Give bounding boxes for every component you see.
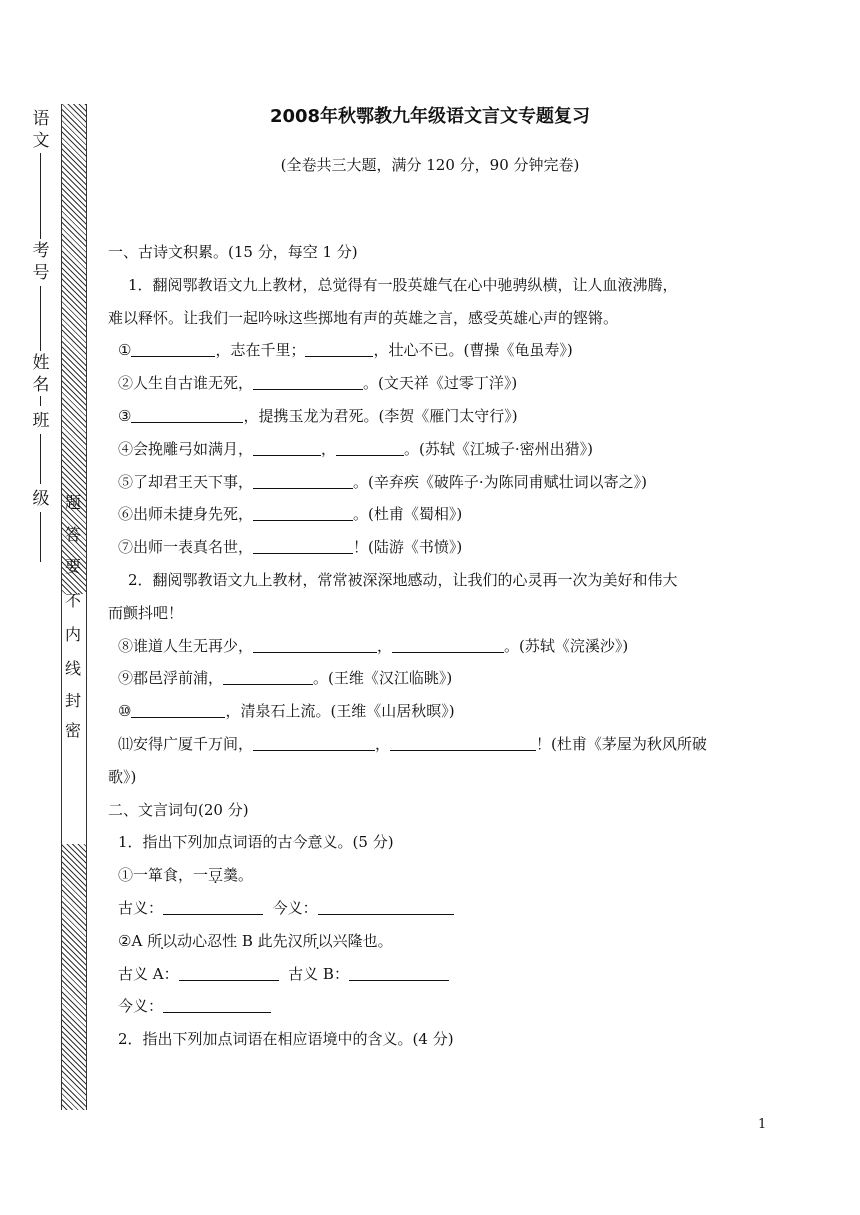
s2-ex1: ①一箪食，一豆羹。 [118, 866, 254, 885]
q2-intro: 2．翻阅鄂教语文九上教材，常常被深深地感动，让我们的心灵再一次为美好和伟大 [128, 570, 678, 589]
answer-blank[interactable] [253, 537, 353, 554]
answer-blank[interactable] [253, 439, 321, 456]
exam-no-label: 考号 [32, 241, 50, 283]
item-8: ⑧谁道人生无再少， ， 。(苏轼《浣溪沙》) [118, 636, 629, 655]
item-3: ③ ，提携玉龙为君死。(李贺《雁门太守行》) [118, 406, 518, 425]
exam-no-line [40, 286, 41, 351]
q2-intro-cont: 而颤抖吧！ [108, 603, 184, 622]
page-subtitle: (全卷共三大题，满分 120 分，90 分钟完卷) [280, 156, 580, 174]
answer-blank[interactable] [390, 734, 536, 751]
item-11: ⑾安得广厦千万间， ， ！(杜甫《茅屋为秋风所破 [118, 734, 707, 753]
answer-blank[interactable] [253, 373, 363, 390]
answer-blank[interactable] [318, 898, 454, 915]
seal-char-4: 不 [64, 591, 81, 610]
s2-q2: 2．指出下列加点词语在相应语境中的含义。(4 分) [118, 1030, 454, 1049]
item-7: ⑦出师一表真名世， ！(陆游《书愤》) [118, 538, 463, 557]
section1-heading: 一、古诗文积累。(15 分，每空 1 分) [108, 243, 358, 261]
dotted-word: 所以 [302, 931, 333, 950]
answer-blank[interactable] [163, 996, 271, 1013]
answer-blank[interactable] [253, 636, 377, 653]
section2-heading: 二、文言词句(20 分) [108, 800, 249, 819]
answer-blank[interactable] [179, 964, 279, 981]
seal-char-7: 封 [64, 691, 81, 710]
name-line [40, 396, 41, 406]
item-2: ②人生自古谁无死， 。(文天祥《过零丁洋》) [118, 374, 518, 393]
seal-char-5: 内 [64, 625, 81, 644]
s2-ex2-answer-2: 今义： [108, 990, 768, 1023]
q1-intro-cont: 难以释怀。让我们一起吟咏这些掷地有声的英雄之言，感受英雄心声的铿锵。 [108, 308, 619, 327]
item-1: ① ，志在千里； ，壮心不已。(曹操《龟虽寿》) [118, 341, 573, 360]
seal-char-2: 答 [64, 525, 81, 544]
subject-label: 语文 [32, 109, 50, 151]
item-6: ⑥出师未捷身先死， 。(杜甫《蜀相》) [118, 505, 463, 524]
item-9: ⑨郡邑浮前浦， 。(王维《汉江临眺》) [118, 669, 453, 688]
seal-char-8: 密 [64, 721, 81, 740]
grade-line [40, 512, 41, 562]
item-10: ⑩ ，清泉石上流。(王维《山居秋暝》) [118, 702, 455, 721]
page-title: 2008年秋鄂教九年级语文言文专题复习 [269, 106, 591, 127]
class-line [40, 434, 41, 484]
answer-blank[interactable] [163, 898, 263, 915]
grade-label: 级 [32, 489, 50, 509]
answer-blank[interactable] [253, 734, 375, 751]
name-label: 姓名 [32, 353, 50, 395]
page-number: 1 [758, 1117, 767, 1132]
s2-ex2: ②A 所以动心忍性 B 此先汉所以兴隆也。 [118, 931, 393, 950]
answer-blank[interactable] [131, 701, 225, 718]
s2-ex2-answer: 古义 A： 古义 B： [108, 958, 768, 991]
item-5: ⑤了却君王天下事， 。(辛弃疾《破阵子·为陈同甫赋壮词以寄之》) [118, 472, 647, 491]
item-4: ④会挽雕弓如满月， ， 。(苏轼《江城子·密州出猎》) [118, 439, 594, 458]
dotted-word: 豆 [208, 866, 224, 885]
item-11-cont: 歌》) [108, 767, 137, 786]
exam-content [108, 236, 768, 1056]
answer-blank[interactable] [131, 406, 243, 423]
q1-intro: 1．翻阅鄂教语文九上教材，总觉得有一股英雄气在心中驰骋纵横，让人血液沸腾， [128, 275, 678, 294]
answer-blank[interactable] [336, 439, 404, 456]
answer-blank[interactable] [305, 340, 373, 357]
answer-blank[interactable] [253, 472, 353, 489]
dotted-word: 所以 [147, 931, 178, 950]
answer-blank[interactable] [131, 340, 215, 357]
answer-blank[interactable] [349, 964, 449, 981]
seal-char-6: 线 [64, 659, 81, 678]
answer-blank[interactable] [223, 668, 313, 685]
s2-ex1-answer: 古义： 今义： [108, 892, 768, 925]
answer-blank[interactable] [253, 504, 353, 521]
s2-q1: 1．指出下列加点词语的古今意义。(5 分) [118, 833, 394, 852]
answer-blank[interactable] [392, 636, 504, 653]
seal-char-3: 要 [64, 557, 81, 576]
seal-char-1: 题 [64, 493, 81, 512]
class-label: 班 [32, 411, 50, 431]
